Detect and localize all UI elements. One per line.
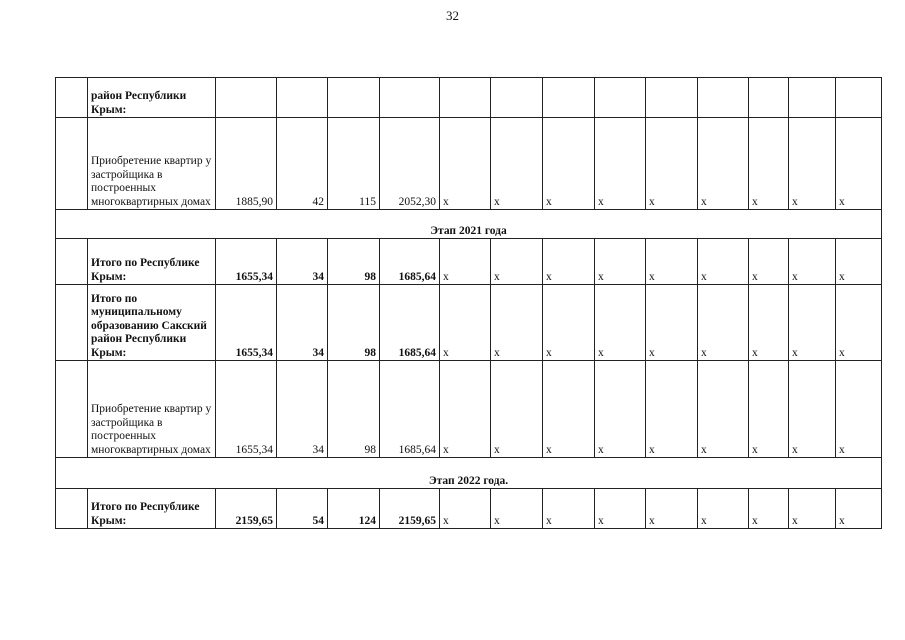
mark-cell: x [789, 239, 836, 285]
mark-cell: x [440, 118, 491, 210]
row-index-cell [56, 239, 88, 285]
mark-cell: x [595, 239, 646, 285]
mark-cell: x [698, 118, 749, 210]
value-cell: 2052,30 [380, 118, 440, 210]
value-cell: 98 [328, 285, 380, 361]
value-cell: 98 [328, 361, 380, 458]
mark-cell: x [749, 239, 789, 285]
mark-cell: x [543, 239, 595, 285]
table-row [56, 78, 882, 118]
mark-cell: x [491, 285, 543, 361]
stage-title: Этап 2022 года. [56, 458, 882, 489]
mark-cell: x [836, 361, 882, 458]
table-row [56, 489, 882, 529]
row-name-cell: район Республики Крым: [88, 78, 216, 118]
mark-cell [491, 78, 543, 118]
mark-cell: x [491, 489, 543, 529]
mark-cell: x [698, 285, 749, 361]
mark-cell: x [595, 118, 646, 210]
value-cell: 34 [277, 239, 328, 285]
value-cell [277, 78, 328, 118]
value-cell [380, 78, 440, 118]
value-cell: 1655,34 [216, 239, 277, 285]
value-cell: 1885,90 [216, 118, 277, 210]
value-cell: 42 [277, 118, 328, 210]
value-cell: 34 [277, 361, 328, 458]
mark-cell: x [698, 239, 749, 285]
mark-cell [646, 78, 698, 118]
mark-cell: x [543, 118, 595, 210]
table-row [56, 361, 882, 458]
mark-cell: x [836, 118, 882, 210]
value-cell: 1685,64 [380, 285, 440, 361]
row-name-cell: Итого по Республике Крым: [88, 239, 216, 285]
mark-cell: x [749, 118, 789, 210]
mark-cell [440, 78, 491, 118]
row-index-cell [56, 489, 88, 529]
mark-cell: x [836, 285, 882, 361]
value-cell: 34 [277, 285, 328, 361]
value-cell: 1685,64 [380, 239, 440, 285]
row-index-cell [56, 118, 88, 210]
mark-cell: x [543, 489, 595, 529]
row-name-cell: Итого по Республике Крым: [88, 489, 216, 529]
mark-cell: x [440, 489, 491, 529]
value-cell: 1655,34 [216, 361, 277, 458]
page-number: 32 [446, 8, 459, 23]
stage-header-row [56, 210, 882, 239]
value-cell: 115 [328, 118, 380, 210]
mark-cell: x [789, 118, 836, 210]
table-row [56, 285, 882, 361]
mark-cell: x [440, 285, 491, 361]
table-row [56, 239, 882, 285]
row-index-cell [56, 285, 88, 361]
mark-cell [749, 78, 789, 118]
mark-cell: x [789, 361, 836, 458]
mark-cell: x [595, 285, 646, 361]
value-cell: 98 [328, 239, 380, 285]
mark-cell: x [646, 285, 698, 361]
mark-cell: x [595, 489, 646, 529]
mark-cell [789, 78, 836, 118]
mark-cell: x [836, 489, 882, 529]
value-cell [328, 78, 380, 118]
table-row [56, 118, 882, 210]
value-cell: 1655,34 [216, 285, 277, 361]
mark-cell: x [646, 239, 698, 285]
stage-header-row [56, 458, 882, 489]
mark-cell: x [491, 361, 543, 458]
row-name-cell: Приобретение квартир у застройщика в построенных многоквартирных домах [88, 361, 216, 458]
mark-cell: x [789, 489, 836, 529]
value-cell [216, 78, 277, 118]
value-cell: 54 [277, 489, 328, 529]
mark-cell: x [491, 118, 543, 210]
row-index-cell [56, 78, 88, 118]
mark-cell: x [543, 361, 595, 458]
mark-cell [543, 78, 595, 118]
mark-cell: x [749, 361, 789, 458]
row-name-cell: Приобретение квартир у застройщика в построенных многоквартирных домах [88, 118, 216, 210]
mark-cell: x [749, 285, 789, 361]
value-cell: 2159,65 [216, 489, 277, 529]
stage-title: Этап 2021 года [56, 210, 882, 239]
mark-cell: x [491, 239, 543, 285]
value-cell: 2159,65 [380, 489, 440, 529]
mark-cell: x [595, 361, 646, 458]
mark-cell: x [646, 118, 698, 210]
mark-cell: x [543, 285, 595, 361]
mark-cell: x [698, 489, 749, 529]
row-name-cell: Итого по муниципальному образованию Сакский район Республики Крым: [88, 285, 216, 361]
mark-cell: x [440, 361, 491, 458]
mark-cell [698, 78, 749, 118]
mark-cell: x [749, 489, 789, 529]
mark-cell: x [440, 239, 491, 285]
mark-cell: x [646, 361, 698, 458]
row-index-cell [56, 361, 88, 458]
mark-cell [836, 78, 882, 118]
program-table [55, 77, 882, 529]
mark-cell: x [698, 361, 749, 458]
mark-cell: x [789, 285, 836, 361]
mark-cell: x [836, 239, 882, 285]
mark-cell [595, 78, 646, 118]
value-cell: 1685,64 [380, 361, 440, 458]
value-cell: 124 [328, 489, 380, 529]
mark-cell: x [646, 489, 698, 529]
